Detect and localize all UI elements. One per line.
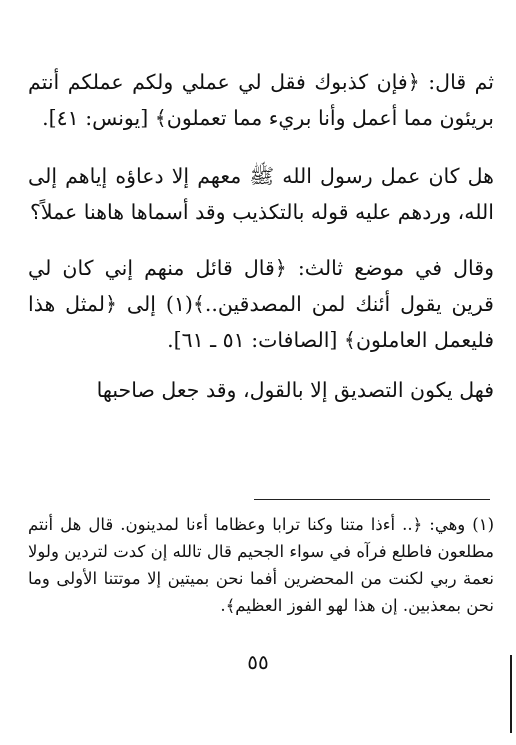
paragraph-1: ثم قال: ﴿فإن كذبوك فقل لي عملي ولكم عملكم أنتم بريئون مما أعمل وأنا بريء مما تعملون﴾ [يونس: ٤١]. xyxy=(28,70,494,130)
footnote-divider xyxy=(254,499,490,500)
paragraph-3: وقال في موضع ثالث: ﴿قال قائل منهم إني كان لي قرين يقول أئنك لمن المصدقين..﴾(١) إلى ﴿لمثل هذا فليعمل العاملون﴾ [الصافات: ٥١ ـ ٦١]. xyxy=(28,256,494,352)
page-edge-mark xyxy=(510,655,512,733)
paragraph-2: هل كان عمل رسول الله ﷺ معهم إلا دعاؤه إياهم إلى الله، وردهم عليه قوله بالتكذيب وقد أسماها هاهنا عملاً؟ xyxy=(28,164,494,224)
main-text xyxy=(28,64,494,408)
footnote: (١) وهي: ﴿.. أءذا متنا وكنا ترابا وعظاما أءنا لمدينون. قال هل أنتم مطلعون فاطلع فرآه في سواء الجحيم قال تالله إن كدت لتردين ولولا نعمة ربي لكنت من المحضرين أفما نحن بميتين إلا موتتنا الأولى وما نحن بمعذبين. إن هذا لهو الفوز العظيم﴾. xyxy=(28,515,494,615)
page-number: ٥٥ xyxy=(247,650,269,674)
paragraph-4: فهل يكون التصديق إلا بالقول، وقد جعل صاحبها xyxy=(96,378,494,402)
